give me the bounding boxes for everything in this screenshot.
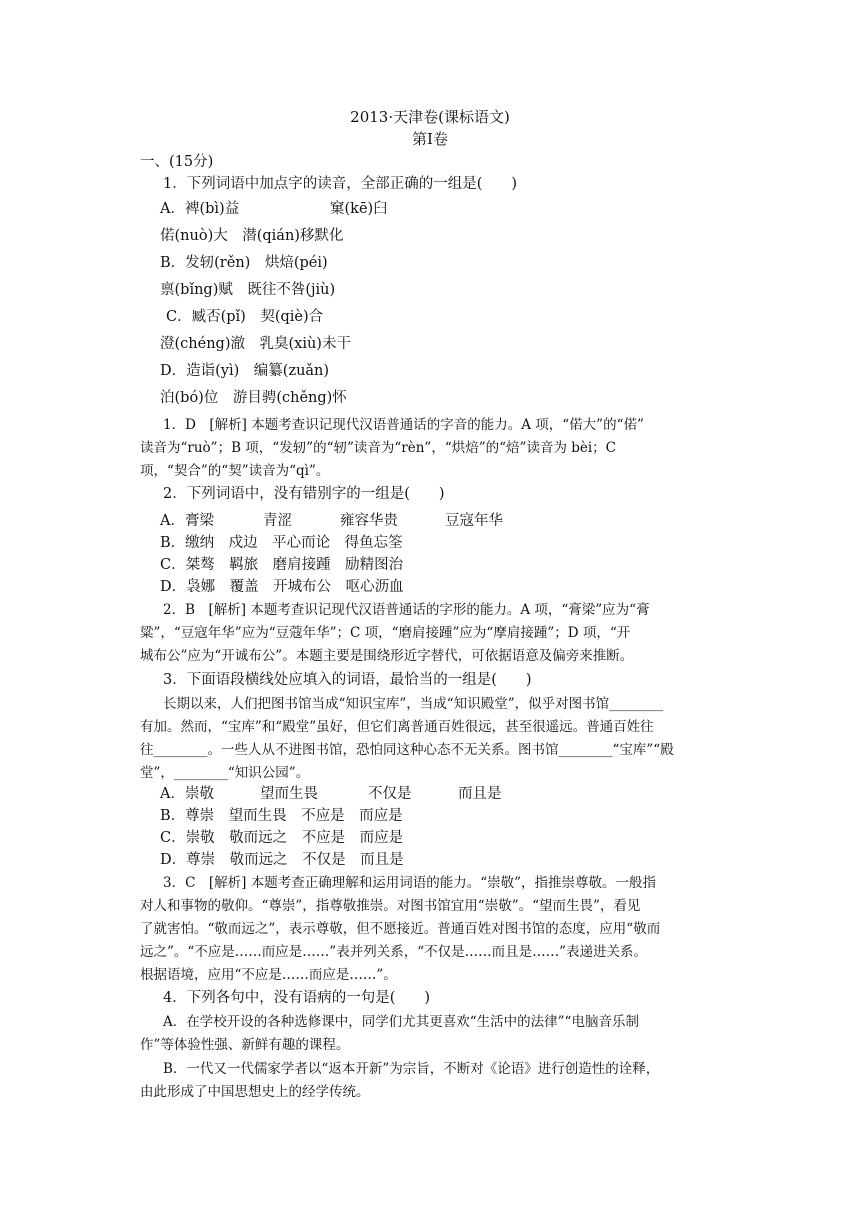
q3-option-a — [160, 783, 736, 805]
q4-option-a-line2: 作”等体验性强、新鲜有趣的课程。 — [140, 1037, 350, 1053]
q2-option-c-item: 羁旅 — [229, 557, 259, 573]
q1-option-a-word4: 潜(qián)移默化 — [242, 228, 344, 244]
q1-analysis-line1: 1．D [解析] 本题考查识记现代汉语普通话的字音的能力。A 项，“偌大”的“偌” — [163, 417, 644, 433]
q2-option-a — [160, 510, 736, 532]
q1-option-d-word3: 泊(bó)位 — [160, 390, 219, 406]
q3-analysis-line4: 远之”。“不应是……而应是……”表并列关系，“不仅是……而且是……”表递进关系。 — [140, 944, 648, 960]
q1-option-d-word1: D．造诣(yì) — [160, 363, 240, 379]
q4-option-b-line1: B．一代又一代儒家学者以“返本开新”为宗旨，不断对《论语》进行创造性的诠释， — [163, 1061, 660, 1077]
q2-option-c-item: 励精图治 — [345, 557, 404, 573]
q1-option-c-row1 — [166, 306, 742, 328]
q3-option-d-item: D．尊崇 — [160, 852, 216, 868]
q2-option-d-item: 覆盖 — [229, 579, 259, 595]
q2-option-b — [160, 532, 736, 554]
q2-option-a-item: 雍容华贵 — [340, 513, 398, 529]
q2-option-d-item: D．袅娜 — [160, 579, 216, 595]
q1-option-b-word2: 烘焙(péi) — [264, 255, 328, 271]
q2-option-d-item: 呕心沥血 — [345, 579, 404, 595]
q2-option-d — [160, 576, 736, 598]
q1-analysis-line2: 读音为“ruò”；B 项，“发轫”的“轫”读音为“rèn”，“烘焙”的“焙”读音为 bèi；C — [140, 440, 617, 456]
q3-passage-line4: 堂”，________“知识公园”。 — [140, 765, 310, 781]
q3-analysis-line5: 根据语境，应用“不应是……而应是……”。 — [140, 967, 397, 983]
q3-analysis-line1: 3．C [解析] 本题考查正确理解和运用词语的能力。“崇敬”，指推崇尊敬。一般指 — [163, 875, 657, 891]
q1-option-c-word3: 澄(chéng)澈 — [160, 336, 245, 352]
q3-option-a-item: 望而生畏 — [260, 786, 318, 802]
q1-option-d-word2: 编纂(zuǎn) — [253, 363, 330, 379]
q3-option-a-item: 不仅是 — [368, 786, 412, 802]
q3-option-c-item: 而应是 — [359, 830, 404, 846]
q1-option-a-word2: 窠(kē)臼 — [330, 201, 388, 217]
q2-option-d-item: 开城布公 — [273, 579, 332, 595]
q2-analysis-line2: 粱”，“豆寇年华”应为“豆蔻年华”；C 项，“磨肩接踵”应为“摩肩接踵”；D 项，“开 — [140, 625, 631, 641]
q2-option-c — [160, 554, 736, 576]
q3-passage-line2: 有加。然而，“宝库”和“殿堂”虽好，但它们离普通百姓很远，甚至很遥远。普通百姓往 — [140, 719, 654, 735]
q4-option-b-line2: 由此形成了中国思想史上的经学传统。 — [140, 1084, 370, 1100]
q3-option-d-item: 不仅是 — [302, 852, 346, 868]
q1-analysis-line3: 项，“契合”的“契”读音为“qì”。 — [140, 463, 330, 479]
q3-analysis-line3: 了就害怕。“敬而远之”，表示尊敬，但不愿接近。普通百姓对图书馆的态度，应用“敬而 — [140, 921, 661, 937]
q3-option-d — [160, 849, 736, 871]
q2-option-a-item: 青涩 — [263, 513, 292, 529]
section-heading: 一、(15分) — [140, 154, 214, 170]
q2-option-b-item: 戍边 — [228, 535, 258, 551]
q3-option-d-item: 敬而远之 — [229, 852, 288, 868]
q1-option-a-word3: 偌(nuò)大 — [160, 228, 228, 244]
q3-option-c-item: 不应是 — [301, 830, 346, 846]
q1-option-c-word4: 乳臭(xiù)未干 — [259, 336, 351, 352]
q2-option-b-item: 得鱼忘筌 — [344, 535, 403, 551]
document-subtitle: 第Ⅰ卷 — [412, 130, 448, 148]
q1-option-a-row1 — [160, 198, 736, 220]
q1-option-d-word4: 游目骋(chěng)怀 — [232, 390, 347, 406]
q2-option-c-item: 磨肩接踵 — [272, 557, 331, 573]
q3-option-b-item: 而应是 — [359, 808, 403, 824]
q2-analysis-line3: 城布公”应为“开诚布公”。本题主要是围绕形近字替代，可依据语意及偏旁来推断。 — [140, 648, 634, 664]
q1-option-a-word1: A．裨(bì)益 — [160, 201, 240, 217]
q3-passage-line3: 往________。一些人从不进图书馆，恐怕同这种心态不无关系。图书馆________“宝库”“殿 — [140, 742, 674, 758]
q1-option-b-word3: 禀(bǐng)赋 — [160, 282, 233, 298]
document-title: 2013·天津卷(课标语文) — [350, 108, 510, 126]
q1-option-c-word1: C．臧否(pǐ) — [166, 309, 246, 325]
q1-stem: 1．下列词语中加点字的读音，全部正确的一组是( ) — [163, 176, 518, 192]
q3-option-b-item: B．尊崇 — [160, 808, 215, 824]
q3-option-c-item: 敬而远之 — [229, 830, 288, 846]
q1-option-c-row2 — [160, 333, 736, 355]
q3-option-b-item: 不应是 — [301, 808, 345, 824]
q2-option-b-item: B．缴纳 — [160, 535, 215, 551]
q1-option-d-row2 — [160, 387, 736, 409]
q2-option-a-item: 豆寇年华 — [445, 513, 503, 529]
q1-option-d-row1 — [160, 360, 736, 382]
q2-option-c-item: C．桀骜 — [160, 557, 215, 573]
q1-option-c-word2: 契(qiè)合 — [260, 309, 324, 325]
q3-option-c — [160, 827, 736, 849]
q2-option-b-item: 平心而论 — [272, 535, 331, 551]
q2-analysis-line1: 2．B [解析] 本题考查识记现代汉语普通话的字形的能力。A 项，“膏梁”应为“膏 — [163, 602, 650, 618]
q3-option-b — [160, 805, 736, 827]
q3-option-a-item: 而且是 — [458, 786, 502, 802]
q4-option-a-line1: A．在学校开设的各种选修课中，同学们尤其更喜欢“生活中的法律”“电脑音乐制 — [163, 1014, 639, 1030]
q1-option-a-row2 — [160, 225, 736, 247]
q3-passage-line1: 长期以来，人们把图书馆当成“知识宝库”，当成“知识殿堂”，似乎对图书馆________ — [163, 696, 664, 712]
q1-option-b-word4: 既往不咎(jiù) — [247, 282, 336, 298]
q1-option-b-word1: B．发轫(rěn) — [160, 255, 251, 271]
q4-stem: 4．下列各句中，没有语病的一句是( ) — [163, 990, 431, 1006]
q1-option-b-row1 — [160, 252, 736, 274]
q3-option-c-item: C．崇敬 — [160, 830, 215, 846]
q3-option-d-item: 而且是 — [360, 852, 404, 868]
q2-stem: 2．下列词语中，没有错别字的一组是( ) — [163, 486, 445, 502]
q3-option-a-item: A．崇敬 — [160, 786, 214, 802]
q3-option-b-item: 望而生畏 — [228, 808, 287, 824]
q1-option-b-row2 — [160, 279, 736, 301]
q3-analysis-line2: 对人和事物的敬仰。“尊崇”，指尊敬推崇。对图书馆宜用“崇敬”。“望而生畏”，看见 — [140, 898, 641, 914]
q2-option-a-item: A．膏梁 — [160, 513, 214, 529]
q3-stem: 3．下面语段横线处应填入的词语，最恰当的一组是( ) — [163, 672, 532, 688]
